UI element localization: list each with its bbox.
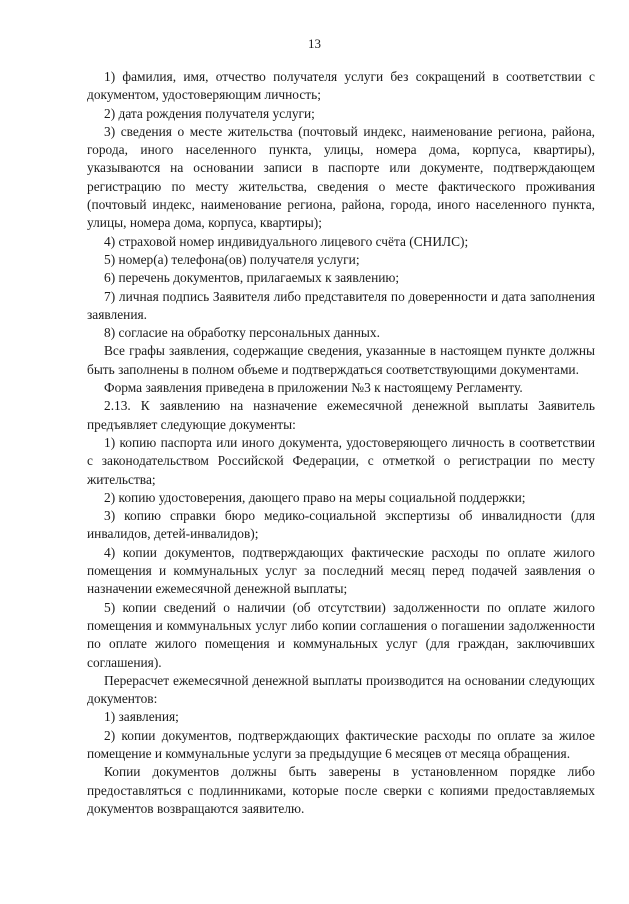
paragraph-item-3: 3) сведения о месте жительства (почтовый индекс, наименование региона, района, города, иного населенного пункта, улицы, номера дома, корпуса, квартиры), указываются на основании записи в паспорте или документе, подтверждающем регистрацию по месту жительства, сведения о месте фактического проживания (почтовый индекс, наименование региона, района, города, иного населенного пункта, улицы, номера дома, корпуса, квартиры); [87, 123, 595, 231]
document-item-1: 1) копию паспорта или иного документа, удостоверяющего личность в соответствии с законодательством Российской Федерации, с отметкой о регистрации по месту жительства; [87, 434, 595, 487]
document-item-4: 4) копии документов, подтверждающих фактические расходы по оплате жилого помещения и коммунальных услуг за последний месяц перед подачей заявления о назначении ежемесячной денежной выплаты; [87, 544, 595, 597]
recalculation-intro: Перерасчет ежемесячной денежной выплаты производится на основании следующих документов: [87, 672, 595, 707]
copies-certification-note: Копии документов должны быть заверены в установленном порядке либо предоставляться с подлинниками, которые после сверки с копиями предоставляемых документов возвращаются заявителю. [87, 764, 595, 816]
paragraph-item-2: 2) дата рождения получателя услуги; [104, 105, 315, 121]
paragraph-item-8: 8) согласие на обработку персональных данных. [104, 325, 380, 341]
paragraph-item-7: 7) личная подпись Заявителя либо представителя по доверенности и дата заполнения заявления. [87, 288, 595, 322]
recalculation-item-2: 2) копии документов, подтверждающих фактические расходы по оплате за жилое помещение и коммунальные услуги за предыдущие 6 месяцев от месяца обращения. [87, 727, 595, 761]
paragraph-form-reference: Форма заявления приведена в приложении №3 к настоящему Регламенту. [104, 380, 523, 396]
recalculation-item-1: 1) заявления; [104, 709, 179, 725]
paragraph-item-6: 6) перечень документов, прилагаемых к заявлению; [104, 270, 400, 286]
paragraph-item-4: 4) страховой номер индивидуального лицевого счёта (СНИЛС); [104, 233, 469, 249]
page-number: 13 [308, 36, 321, 51]
paragraph-fields-note: Все графы заявления, содержащие сведения, указанные в настоящем пункте должны быть заполнены в полном объеме и подтверждаться соответствующими документами. [87, 343, 595, 377]
document-item-5: 5) копии сведений о наличии (об отсутствии) задолженности по оплате жилого помещения и коммунальных услуг либо копии соглашения о погашении задолженности по оплате жилого помещения и коммунальных услуг (для граждан, заключивших соглашения). [87, 599, 595, 670]
paragraph-item-1: 1) фамилия, имя, отчество получателя услуги без сокращений в соответствии с документом, удостоверяющим личность; [87, 69, 595, 103]
section-2-13-heading: 2.13. К заявлению на назначение ежемесячной денежной выплаты Заявитель предъявляет следующие документы: [87, 398, 595, 432]
document-item-2: 2) копию удостоверения, дающего право на меры социальной поддержки; [104, 489, 526, 505]
document-item-3: 3) копию справки бюро медико-социальной экспертизы об инвалидности (для инвалидов, детей-инвалидов); [87, 508, 595, 542]
document-body [87, 68, 595, 818]
paragraph-item-5: 5) номер(а) телефона(ов) получателя услуги; [104, 251, 360, 267]
